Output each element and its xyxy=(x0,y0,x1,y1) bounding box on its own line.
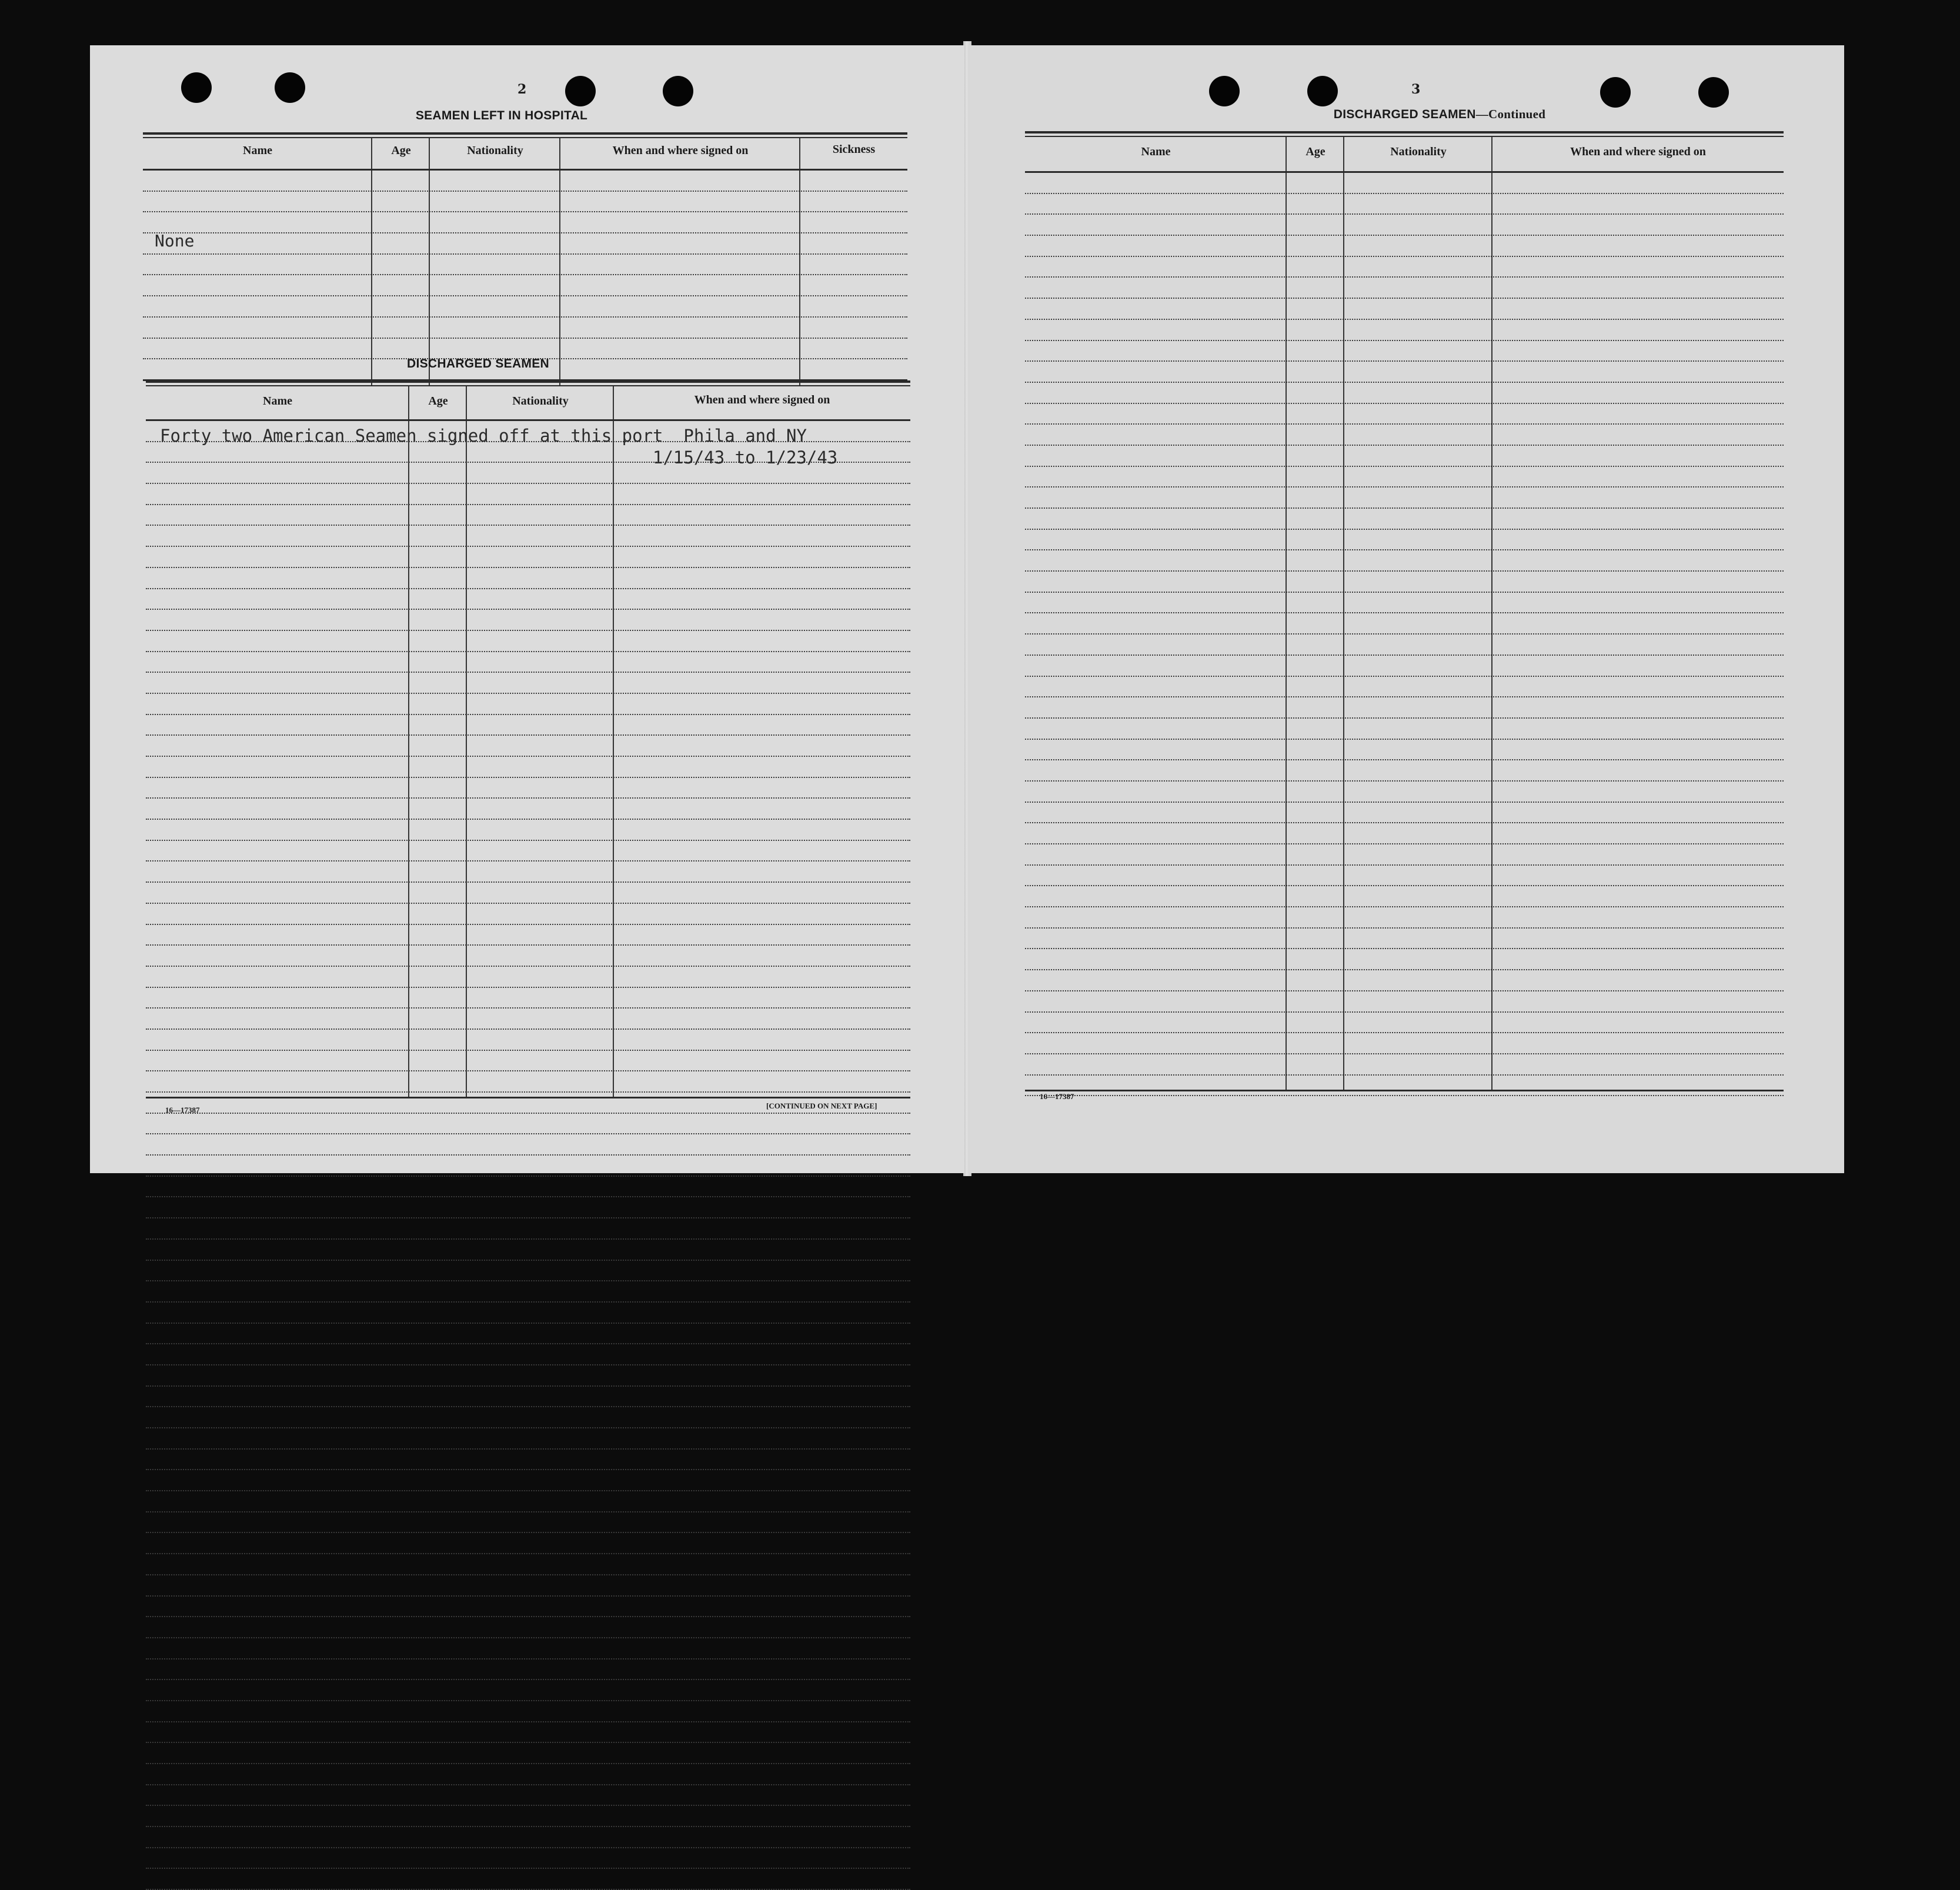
title-main: DISCHARGED SEAMEN xyxy=(1333,108,1476,121)
punch-hole xyxy=(181,72,212,103)
col-header-name: Name xyxy=(263,395,292,408)
punch-hole xyxy=(1209,76,1240,106)
page-number: 2 xyxy=(517,82,527,97)
discharged-section-title: DISCHARGED SEAMEN xyxy=(407,357,549,370)
form-number: 16—17387 xyxy=(165,1106,200,1114)
col-header-name: Name xyxy=(1141,145,1171,158)
col-header-signed-on: When and where signed on xyxy=(1570,145,1706,158)
col-header-nationality: Nationality xyxy=(467,144,523,157)
hospital-entry: None xyxy=(155,231,195,251)
col-header-age: Age xyxy=(1305,145,1325,158)
form-number: 16—17387 xyxy=(1040,1092,1074,1101)
punch-hole xyxy=(1307,76,1338,106)
punch-hole xyxy=(1698,77,1729,108)
col-header-nationality: Nationality xyxy=(512,395,569,408)
col-header-name: Name xyxy=(243,144,272,157)
left-page xyxy=(90,45,964,1173)
punch-hole xyxy=(275,72,305,103)
discharged-table xyxy=(146,380,910,1145)
col-header-sickness: Sickness xyxy=(832,143,876,156)
col-header-nationality: Nationality xyxy=(1390,145,1447,158)
discharged-entry-line2: 1/15/43 to 1/23/43 xyxy=(653,448,838,468)
discharged-entry-line1: Forty two American Seamen signed off at this port Phila and NY xyxy=(160,426,807,446)
col-header-age: Age xyxy=(428,395,448,408)
punch-hole xyxy=(1600,77,1631,108)
hospital-table xyxy=(143,132,907,385)
col-header-signed-on: When and where signed on xyxy=(612,144,749,157)
discharged-continued-table xyxy=(1025,131,1784,1096)
continued-note: [CONTINUED ON NEXT PAGE] xyxy=(766,1101,877,1110)
col-header-signed-on: When and where signed on xyxy=(694,393,830,406)
punch-hole xyxy=(565,76,596,106)
punch-hole xyxy=(663,76,693,106)
page-number: 3 xyxy=(1411,82,1421,97)
title-suffix: —Continued xyxy=(1475,107,1546,121)
hospital-section-title: SEAMEN LEFT IN HOSPITAL xyxy=(415,109,588,122)
right-page xyxy=(969,45,1844,1173)
discharged-continued-title xyxy=(1263,107,1616,122)
col-header-age: Age xyxy=(391,144,411,157)
